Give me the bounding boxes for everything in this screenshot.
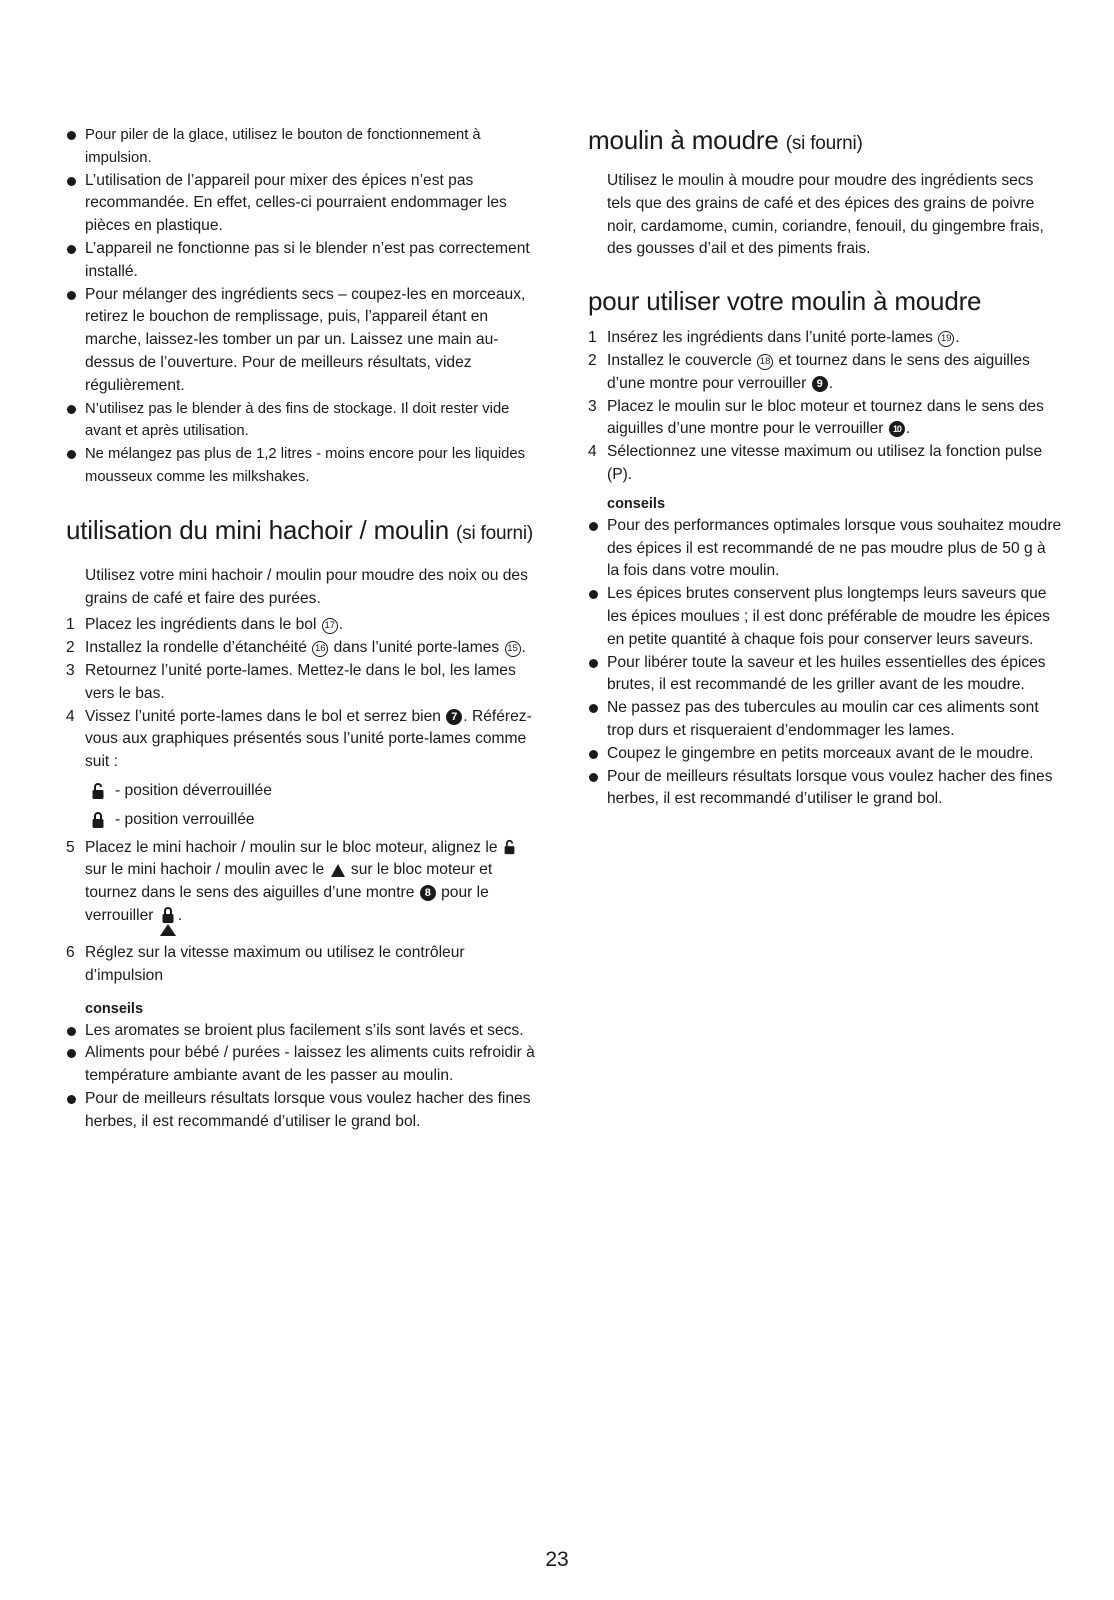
step-number: 4 [66, 707, 75, 725]
step-text: Placez le mini hachoir / moulin sur le bloc moteur, alignez le [85, 838, 498, 856]
list-item: Ne passez pas des tubercules au moulin car ces aliments sont trop durs et risqueraient d’endommager les lames. [588, 697, 1062, 743]
section-title-using-mill: pour utiliser votre moulin à moudre [588, 286, 982, 317]
step-number: 3 [588, 397, 597, 415]
tips-heading: conseils [85, 1000, 144, 1017]
list-item: Les aromates se broient plus facilement s’ils sont lavés et secs. [66, 1020, 540, 1043]
part-reference: 15 [505, 641, 521, 657]
unlocked-legend [66, 780, 540, 803]
right-column [588, 122, 1062, 811]
step-2: 2 Installez la rondelle d’étanchéité 16 dans l’unité porte-lames 15 . [66, 637, 540, 660]
step-3 [66, 660, 540, 706]
list-item: Coupez le gingembre en petits morceaux avant de le moudre. [588, 743, 1062, 766]
locked-legend [66, 809, 540, 832]
list-item: Pour libérer toute la saveur et les huiles essentielles des épices brutes, il est recommandé de les griller avant de les moudre. [588, 652, 1062, 698]
step-1: 1 Placez les ingrédients dans le bol 17 . [66, 614, 540, 637]
step-number: 3 [66, 661, 75, 679]
locked-padlock-with-arrow-icon [160, 906, 176, 936]
step-number: 2 [588, 351, 597, 369]
list-item: Les épices brutes conservent plus longtemps leurs saveurs que les épices moulues ; il est donc préférable de moudre les épices en petite quantité à chaque fois pour conserver leurs saveurs. [588, 583, 1062, 651]
list-item: Pour mélanger des ingrédients secs – coupez-les en morceaux, retirez le bouchon de remplissage, puis, l’appareil étant en marche, laissez-les tomber un par un. Laissez une main au-dessus de l’ouverture. Pour de meilleurs résultats, videz régulièrement. [66, 284, 540, 398]
step-text: Réglez sur la vitesse maximum ou utilisez le contrôleur d’impulsion [85, 943, 465, 984]
list-item: Ne mélangez pas plus de 1,2 litres - moins encore pour les liquides mousseux comme les milkshakes. [66, 443, 540, 489]
list-item: Pour de meilleurs résultats lorsque vous voulez hacher des fines herbes, il est recommandé d’utiliser le grand bol. [66, 1088, 540, 1134]
step-text: Installez le couvercle [607, 351, 752, 369]
part-reference: 7 [446, 709, 462, 725]
unlocked-padlock-icon [504, 839, 515, 855]
step-text: et tournez dans le sens des aiguilles d’une montre pour verrouiller [607, 351, 1030, 392]
step-2: 2 Installez le couvercle 18 et tournez dans le sens des aiguilles d’une montre pour verrouiller 9 . [588, 351, 1030, 392]
list-item: Pour des performances optimales lorsque vous souhaitez moudre des épices il est recommandé de ne pas moudre plus de 50 g à la fois dans votre moulin. [588, 515, 1062, 583]
part-reference: 18 [757, 354, 773, 370]
part-reference: 8 [420, 885, 436, 901]
mill-steps [588, 327, 1062, 487]
step-text: dans l’unité porte-lames [333, 639, 500, 657]
grinding-mill-intro: Utilisez le moulin à moudre pour moudre des ingrédients secs tels que des grains de café et des épices des grains de poivre noir, cardamome, cumin, coriandre, fenouil, du gingembre frais, des gousses d’ail et des piments frais. [607, 172, 1044, 258]
step-6 [66, 942, 540, 988]
part-reference: 19 [938, 331, 954, 347]
list-item: L’utilisation de l’appareil pour mixer des épices n’est pas recommandée. En effet, celles-ci pourraient endommager les pièces en plastique. [66, 170, 540, 238]
blender-tips-list [66, 124, 540, 489]
section-title-suffix: (si fourni) [785, 133, 863, 154]
tips-heading: conseils [607, 495, 666, 512]
page-number: 23 [545, 1548, 569, 1571]
step-number: 1 [588, 329, 597, 347]
step-text: Placez le moulin sur le bloc moteur et tournez dans le sens des aiguilles d’une montre pour le verrouiller [607, 397, 1044, 438]
part-reference: 17 [322, 618, 338, 634]
section-title-text: utilisation du mini hachoir / moulin [66, 514, 449, 545]
section-title-text: moulin à moudre [588, 125, 779, 155]
mini-chopper-steps-continued [66, 837, 540, 988]
list-item: N’utilisez pas le blender à des fins de stockage. Il doit rester vide avant et après utilisation. [66, 398, 540, 444]
legend-label: - position verrouillée [115, 810, 255, 828]
list-item: Pour de meilleurs résultats lorsque vous voulez hacher des fines herbes, il est recommandé d’utiliser le grand bol. [588, 766, 1062, 812]
step-text: Installez la rondelle d’étanchéité [85, 639, 307, 657]
locked-padlock-icon [92, 811, 104, 829]
step-number: 6 [66, 943, 75, 961]
step-text: sur le bloc moteur et tournez dans le sens des aiguilles d’une montre [85, 861, 493, 902]
step-text: sur le mini hachoir / moulin avec le [85, 861, 325, 879]
section-title-suffix: (si fourni) [456, 522, 534, 544]
list-item: Aliments pour bébé / purées - laissez les aliments cuits refroidir à température ambiante avant de les passer au moulin. [66, 1042, 540, 1088]
mini-chopper-intro: Utilisez votre mini hachoir / moulin pour moudre des noix ou des grains de café et faire des purées. [85, 566, 528, 607]
section-title-mini-chopper [66, 513, 540, 551]
mini-chopper-tips-list [66, 1020, 540, 1134]
mini-chopper-steps [66, 614, 540, 774]
step-number: 5 [66, 838, 75, 856]
left-column [66, 124, 540, 1133]
step-text: Insérez les ingrédients dans l’unité porte-lames [607, 329, 933, 347]
step-text: Vissez l’unité porte-lames dans le bol et serrez bien [85, 707, 441, 725]
step-1: 1 Insérez les ingrédients dans l’unité porte-lames 19 . [588, 327, 1062, 350]
step-text: Sélectionnez une vitesse maximum ou utilisez la fonction pulse (P). [607, 443, 1043, 483]
part-reference: 16 [312, 641, 328, 657]
step-text: Retournez l’unité porte-lames. Mettez-le dans le bol, les lames vers le bas. [85, 661, 516, 702]
step-number: 1 [66, 616, 75, 634]
legend-label: - position déverrouillée [115, 781, 272, 799]
step-5: 5 Placez le mini hachoir / moulin sur le bloc moteur, alignez le sur le mini hachoir / moulin avec le sur le bloc moteur et tournez dans le sens des aiguilles d’une montre 8 pour le verrouiller . [66, 837, 540, 936]
list-item: Pour piler de la glace, utilisez le bouton de fonctionnement à impulsion. [66, 124, 540, 170]
step-3: 3 Placez le moulin sur le bloc moteur et tournez dans le sens des aiguilles d’une montre pour le verrouiller 10 . [588, 397, 1044, 438]
mill-tips-list [588, 515, 1062, 811]
list-item: L’appareil ne fonctionne pas si le blender n’est pas correctement installé. [66, 238, 540, 284]
step-text: pour le verrouiller [85, 884, 489, 924]
step-number: 2 [66, 639, 75, 657]
section-title-grinding-mill [588, 122, 1062, 162]
step-4 [588, 441, 1062, 487]
triangle-arrow-icon [331, 864, 345, 877]
step-number: 4 [588, 443, 597, 461]
part-reference: 10 [889, 421, 905, 437]
step-text: Référez-vous aux graphiques présentés sous l’unité porte-lames comme suit : [85, 707, 532, 771]
step-4: 4 Vissez l’unité porte-lames dans le bol et serrez bien 7 . Référez-vous aux graphiques présentés sous l’unité porte-lames comme suit : [66, 707, 532, 771]
step-text: Placez les ingrédients dans le bol [85, 616, 317, 634]
unlocked-padlock-icon [92, 782, 104, 800]
part-reference: 9 [812, 376, 828, 392]
